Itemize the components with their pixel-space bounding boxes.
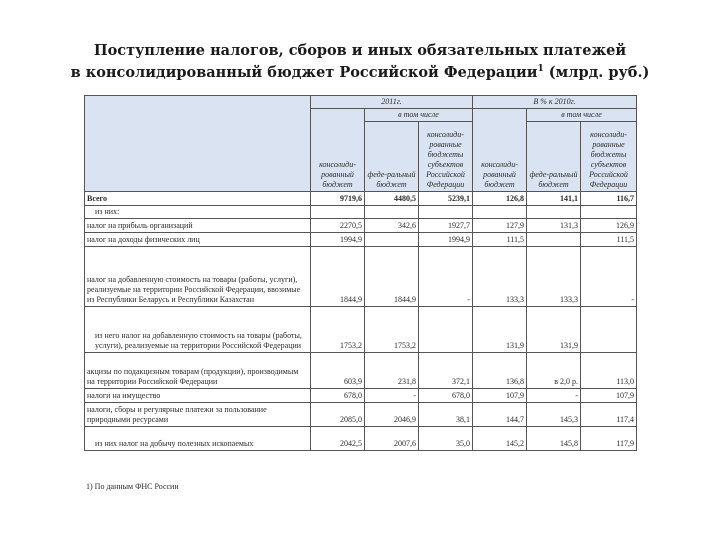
row-value: - xyxy=(365,389,419,403)
footnote: 1) По данным ФНС России xyxy=(86,482,179,491)
header-year: 2011г. xyxy=(311,96,473,109)
row-label: налог на доходы физических лиц xyxy=(85,233,311,247)
row-label: налоги на имущество xyxy=(85,389,311,403)
row-value: 117,9 xyxy=(581,427,637,451)
row-value: 126,8 xyxy=(473,192,527,206)
row-value: 131,9 xyxy=(473,307,527,353)
row-value: 111,5 xyxy=(473,233,527,247)
title-unit: (млрд. руб.) xyxy=(543,64,650,81)
row-label: из них: xyxy=(85,206,311,219)
row-value: 342,6 xyxy=(365,219,419,233)
row-label: из него налог на добавленную стоимость на товары (работы, услуги), реализуемые на территории Российской Федерации xyxy=(85,307,311,353)
row-value: 141,1 xyxy=(527,192,581,206)
row-value: 145,2 xyxy=(473,427,527,451)
row-value: 116,7 xyxy=(581,192,637,206)
header-consolidated: консолиди-рованный бюджет xyxy=(311,109,365,192)
row-value: 5239,1 xyxy=(419,192,473,206)
row-value xyxy=(527,233,581,247)
row-value: 117,4 xyxy=(581,403,637,427)
row-value xyxy=(581,206,637,219)
row-value xyxy=(419,206,473,219)
row-value: - xyxy=(581,247,637,307)
row-value: 231,8 xyxy=(365,353,419,389)
row-value xyxy=(527,206,581,219)
row-value: 35,0 xyxy=(419,427,473,451)
row-value: 1927,7 xyxy=(419,219,473,233)
table-row xyxy=(85,403,637,427)
row-value: 1994,9 xyxy=(311,233,365,247)
row-value: 113,0 xyxy=(581,353,637,389)
row-label: налоги, сборы и регулярные платежи за пользование природными ресурсами xyxy=(85,403,311,427)
row-value: 107,9 xyxy=(473,389,527,403)
row-value: 131,3 xyxy=(527,219,581,233)
row-value xyxy=(581,307,637,353)
row-value: 678,0 xyxy=(419,389,473,403)
header-row-1 xyxy=(85,96,637,109)
header-subjects: консолиди-рованные бюджеты субъектов Российской Федерации xyxy=(419,122,473,192)
header-including-pct: в том числе xyxy=(527,109,637,122)
row-value: 2046,9 xyxy=(365,403,419,427)
row-label: акцизы по подакцизным товарам (продукции), производимым на территории Российской Федерации xyxy=(85,353,311,389)
header-consolidated-pct: консолиди-рованный бюджет xyxy=(473,109,527,192)
row-value: 1753,2 xyxy=(311,307,365,353)
row-value: 145,8 xyxy=(527,427,581,451)
header-corner xyxy=(85,96,311,192)
table-row xyxy=(85,233,637,247)
row-value: 131,9 xyxy=(527,307,581,353)
row-value: 1994,9 xyxy=(419,233,473,247)
budget-table-image xyxy=(84,95,638,495)
header-pct: В % к 2010г. xyxy=(473,96,637,109)
page-title xyxy=(0,40,720,84)
title-line-1: Поступление налогов, сборов и иных обязательных платежей xyxy=(93,42,627,59)
row-value: - xyxy=(527,389,581,403)
row-value: 127,9 xyxy=(473,219,527,233)
row-value: 2270,5 xyxy=(311,219,365,233)
row-value: 603,9 xyxy=(311,353,365,389)
row-value: 111,5 xyxy=(581,233,637,247)
row-value: 678,0 xyxy=(311,389,365,403)
header-federal: феде-ральный бюджет xyxy=(365,122,419,192)
title-line-2-text: в консолидированный бюджет Российской Федерации xyxy=(70,64,538,81)
header-including: в том числе xyxy=(365,109,473,122)
table-row xyxy=(85,427,637,451)
row-value: 145,3 xyxy=(527,403,581,427)
row-value: 1844,9 xyxy=(365,247,419,307)
row-value: - xyxy=(419,247,473,307)
row-value: 2042,5 xyxy=(311,427,365,451)
row-value: 2007,6 xyxy=(365,427,419,451)
row-value xyxy=(419,307,473,353)
row-label: налог на добавленную стоимость на товары (работы, услуги), реализуемые на территории Российской Федерации, ввозимые из Республики Беларусь и Республики Казахстан xyxy=(85,247,311,307)
row-label: налог на прибыль организаций xyxy=(85,219,311,233)
table-row xyxy=(85,219,637,233)
title-footnote-mark: 1 xyxy=(537,64,544,75)
row-value: 2085,0 xyxy=(311,403,365,427)
table-row xyxy=(85,353,637,389)
row-value xyxy=(365,233,419,247)
row-value: 133,3 xyxy=(473,247,527,307)
table-body xyxy=(85,192,637,451)
row-value: 107,9 xyxy=(581,389,637,403)
row-value: в 2,0 р. xyxy=(527,353,581,389)
row-value: 38,1 xyxy=(419,403,473,427)
row-value: 1844,9 xyxy=(311,247,365,307)
header-federal-pct: феде-ральный бюджет xyxy=(527,122,581,192)
row-value: 126,9 xyxy=(581,219,637,233)
row-value xyxy=(473,206,527,219)
row-value: 133,3 xyxy=(527,247,581,307)
row-value: 9719,6 xyxy=(311,192,365,206)
table-row xyxy=(85,307,637,353)
row-value: 136,8 xyxy=(473,353,527,389)
row-value xyxy=(365,206,419,219)
table-row xyxy=(85,192,637,206)
row-value xyxy=(311,206,365,219)
row-value: 144,7 xyxy=(473,403,527,427)
budget-table xyxy=(84,95,637,451)
row-value: 4480,5 xyxy=(365,192,419,206)
row-value: 372,1 xyxy=(419,353,473,389)
row-value: 1753,2 xyxy=(365,307,419,353)
row-label: Всего xyxy=(85,192,311,206)
header-subjects-pct: консолиди-рованные бюджеты субъектов Российской Федерации xyxy=(581,122,637,192)
table-row xyxy=(85,206,637,219)
table-row xyxy=(85,247,637,307)
row-label: из них налог на добычу полезных ископаемых xyxy=(85,427,311,451)
table-row xyxy=(85,389,637,403)
title-line-2 xyxy=(0,62,720,84)
